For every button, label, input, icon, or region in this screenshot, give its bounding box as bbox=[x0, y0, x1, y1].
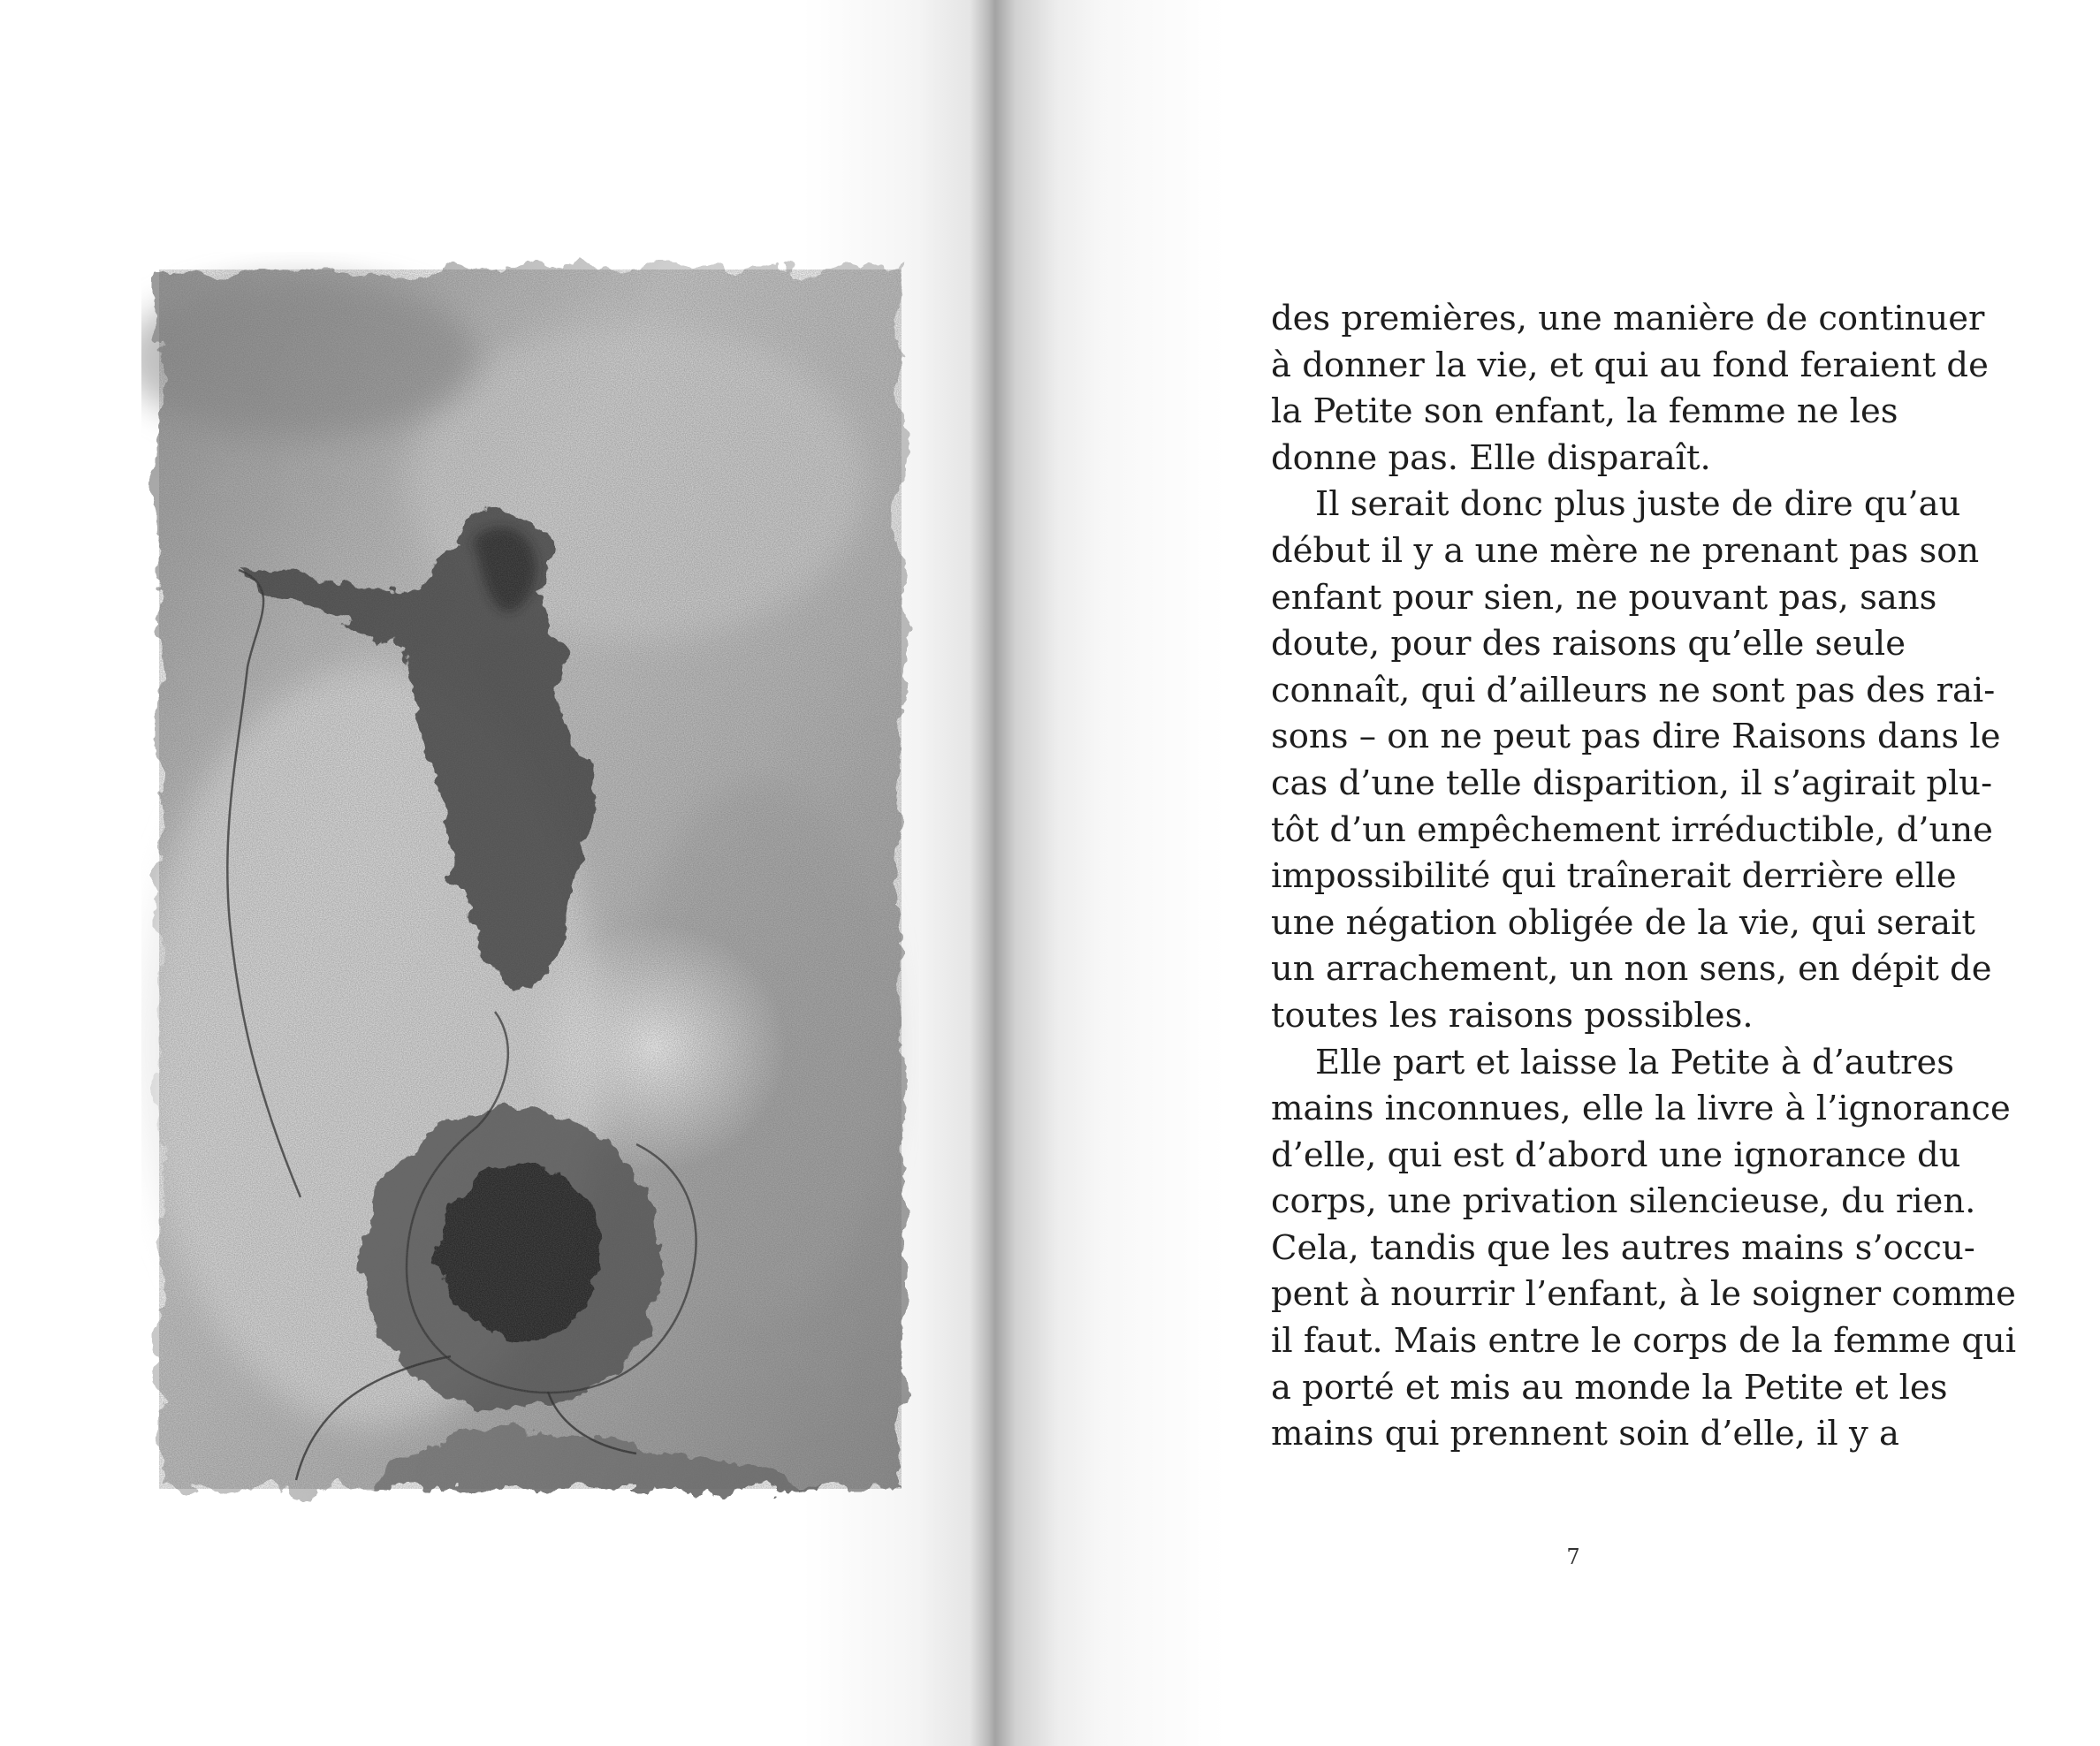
ink-wash-illustration bbox=[141, 252, 919, 1507]
text-line: sons – on ne peut pas dire Raisons dans le bbox=[1271, 717, 2001, 757]
text-line: des premières, une manière de continuer bbox=[1271, 299, 1985, 338]
book-gutter bbox=[919, 0, 1149, 1746]
text-line: enfant pour sien, ne pouvant pas, sans bbox=[1271, 577, 1937, 618]
paragraph bbox=[1271, 1040, 2017, 1458]
paragraph bbox=[1271, 482, 2001, 1039]
page-number: 7 bbox=[1566, 1545, 1580, 1569]
text-line: doute, pour des raisons qu’elle seule bbox=[1271, 624, 1906, 664]
text-line: mains inconnues, elle la livre à l’ignorance bbox=[1271, 1089, 2011, 1129]
text-line: impossibilité qui traînerait derrière elle bbox=[1271, 856, 1957, 897]
text-line: cas d’une telle disparition, il s’agirait plu- bbox=[1271, 763, 1993, 803]
text-line: toutes les raisons possibles. bbox=[1271, 995, 1754, 1036]
text-line: d’elle, qui est d’abord une ignorance du bbox=[1271, 1135, 1961, 1175]
text-line: début il y a une mère ne prenant pas son bbox=[1271, 530, 1980, 571]
text-line: à donner la vie, et qui au fond feraient de bbox=[1271, 345, 1989, 385]
text-line: Il serait donc plus juste de dire qu’au bbox=[1315, 484, 1961, 525]
paragraph bbox=[1271, 296, 1989, 482]
text-line: mains qui prennent soin d’elle, il y a bbox=[1271, 1414, 1899, 1454]
text-line: tôt d’un empêchement irréductible, d’une bbox=[1271, 809, 1993, 850]
text-line: une négation obligée de la vie, qui serait bbox=[1271, 902, 1975, 943]
text-line: a porté et mis au monde la Petite et les bbox=[1271, 1367, 1948, 1408]
text-line: connaît, qui d’ailleurs ne sont pas des rai- bbox=[1271, 670, 1996, 710]
text-line: la Petite son enfant, la femme ne les bbox=[1271, 391, 1898, 432]
text-line: corps, une privation silencieuse, du rien. bbox=[1271, 1181, 1976, 1222]
text-line: Cela, tandis que les autres mains s’occu- bbox=[1271, 1227, 1975, 1268]
text-line: pent à nourrir l’enfant, à le soigner comme bbox=[1271, 1274, 2016, 1315]
body-text bbox=[1271, 296, 2017, 1458]
left-page bbox=[0, 0, 979, 1746]
text-line: un arrachement, un non sens, en dépit de bbox=[1271, 949, 1992, 990]
text-line: Elle part et laisse la Petite à d’autres bbox=[1315, 1042, 1955, 1082]
text-line: il faut. Mais entre le corps de la femme qui bbox=[1271, 1321, 2017, 1362]
text-line: donne pas. Elle disparaît. bbox=[1271, 437, 1711, 478]
